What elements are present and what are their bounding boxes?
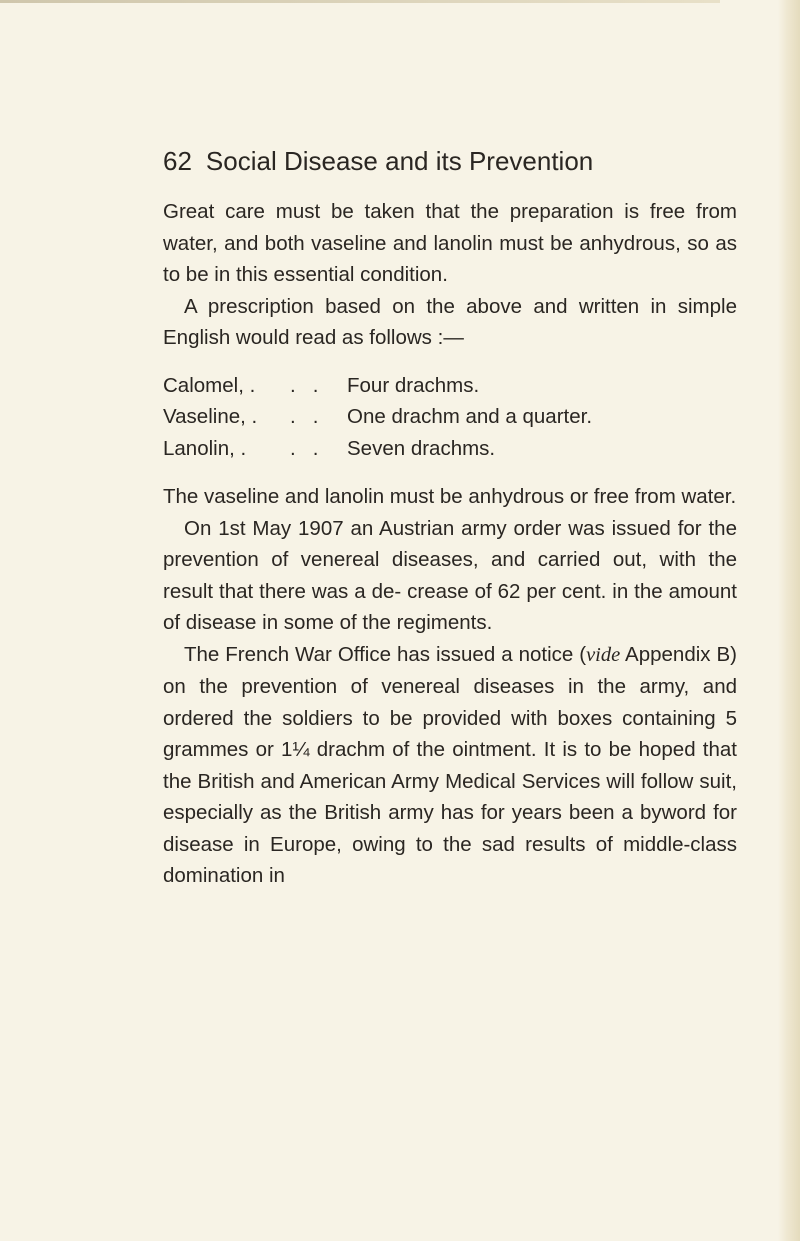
paragraph-anhydrous-care: Great care must be taken that the preparation is free from water, and both vaseline and lanolin must be anhydrous, so as to be in this essential condition. bbox=[163, 200, 737, 286]
prescription-quantity: One drachm and a quarter. bbox=[347, 405, 593, 428]
paragraph-vaseline-lanolin: The vaseline and lanolin must be anhydrous or free from water. bbox=[163, 485, 737, 508]
paragraph-austrian-army-order: On 1st May 1907 an Austrian army order was issued for the prevention of venereal diseases, and carried out, with the result that there was a de- crease of 62 per cent. in the amount of disease in some of the regiments. bbox=[163, 516, 737, 634]
page-number: 62 bbox=[163, 146, 192, 176]
prescription-leader-dots: . . bbox=[290, 373, 319, 397]
paragraph-text-rest: Appendix B) on the prevention of venereal diseases in the army, and ordered the soldiers to be provided with boxes containing 5 grammes or 1¼ drachm of the ointment. It is to be hoped that the British and American Army Medical Services will follow suit, especially as the British army has for years been a byword for disease in Europe, owing to the sad results of middle-class domination in bbox=[163, 642, 737, 887]
body-text bbox=[163, 196, 737, 892]
prescription-row bbox=[163, 401, 737, 433]
prescription-quantity: Seven drachms. bbox=[347, 436, 496, 460]
page-edge-shadow bbox=[778, 0, 800, 1241]
paragraph-french-war-office bbox=[163, 639, 737, 892]
prescription-ingredient: Calomel, . bbox=[163, 373, 256, 397]
prescription-leader-dots: . . bbox=[290, 436, 319, 460]
prescription-leader-dots: . . bbox=[290, 405, 319, 428]
prescription-ingredient: Vaseline, . bbox=[163, 405, 258, 428]
running-head bbox=[163, 140, 737, 182]
running-title: Social Disease and its Prevention bbox=[205, 146, 594, 176]
prescription-quantity: Four drachms. bbox=[347, 373, 480, 397]
prescription-row bbox=[163, 433, 737, 465]
paragraph-prescription-intro: A prescription based on the above and written in simple English would read as follows :— bbox=[163, 294, 737, 349]
prescription-ingredient: Lanolin, . bbox=[163, 436, 247, 460]
book-page bbox=[163, 140, 737, 892]
prescription-list bbox=[163, 370, 737, 465]
vide-italic: vide bbox=[586, 643, 621, 666]
prescription-row bbox=[163, 370, 737, 402]
page-top-shadow bbox=[0, 0, 720, 3]
paragraph-text-start: The French War Office has issued a notice ( bbox=[184, 642, 587, 666]
